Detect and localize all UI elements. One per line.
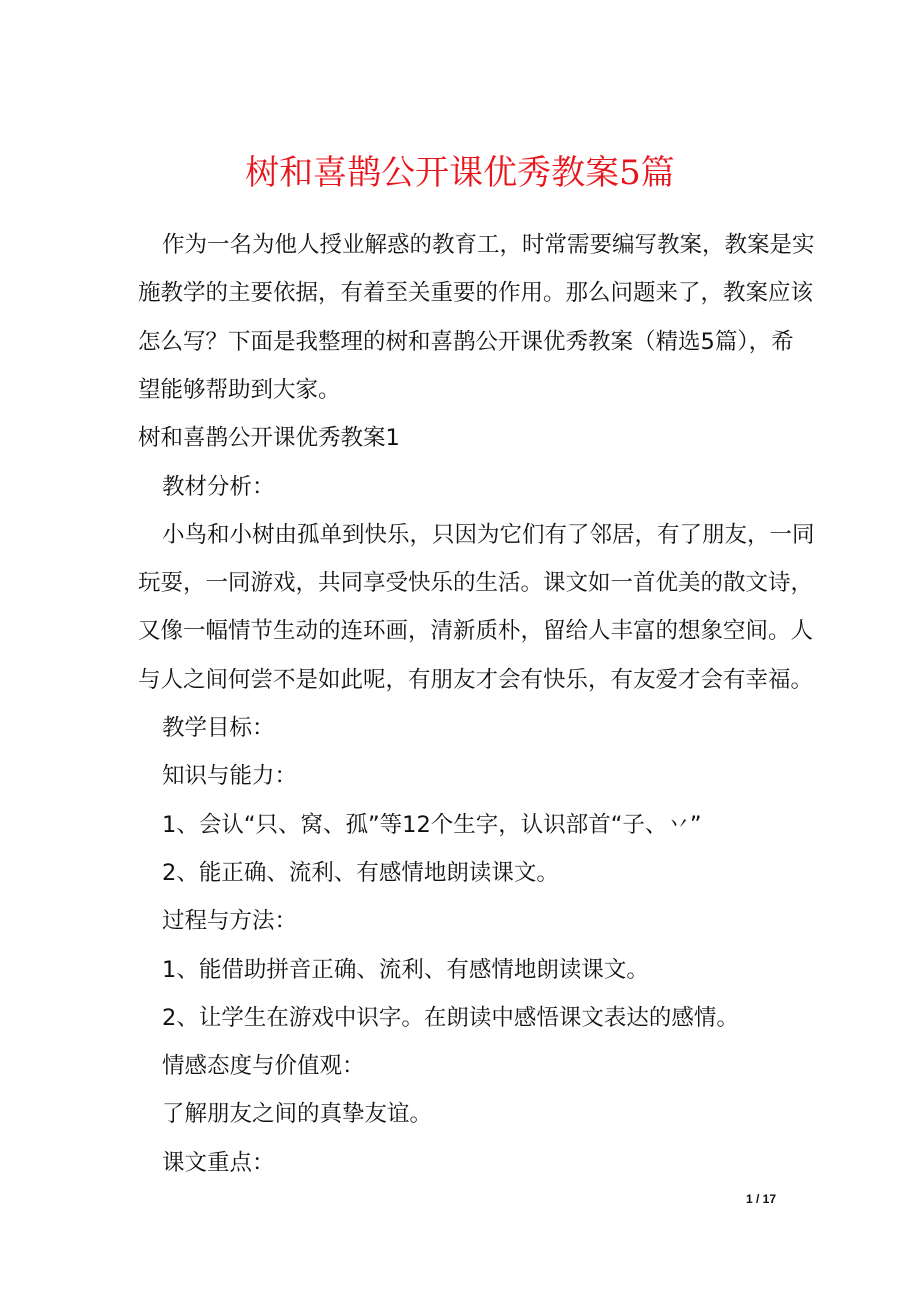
page-indicator: 1 / 17 — [746, 1192, 777, 1206]
text-line: 又像一幅情节生动的连环画，清新质朴，留给人丰富的想象空间。人 — [138, 618, 814, 645]
text-line: 2、让学生在游戏中识字。在朗读中感悟课文表达的感情。 — [162, 1004, 739, 1031]
text-line: 玩耍，一同游戏，共同享受快乐的生活。课文如一首优美的散文诗， — [138, 570, 814, 597]
text-line: 情感态度与价值观： — [162, 1053, 365, 1080]
text-line: 施教学的主要依据，有着至关重要的作用。那么问题来了，教案应该 — [138, 280, 814, 307]
text-line: 与人之间何尝不是如此呢，有朋友才会有快乐，有友爱才会有幸福。 — [138, 666, 814, 693]
text-line: 教材分析： — [162, 473, 275, 500]
text-line: 树和喜鹊公开课优秀教案1 — [138, 425, 400, 452]
text-line: 小鸟和小树由孤单到快乐，只因为它们有了邻居，有了朋友，一同 — [162, 521, 815, 548]
text-line: 1、会认“只、窝、孤”等12个生字，认识部首“子、丷” — [162, 811, 702, 838]
text-line: 1、能借助拼音正确、流利、有感情地朗读课文。 — [162, 956, 649, 983]
text-line: 了解朋友之间的真挚友谊。 — [162, 1101, 433, 1128]
text-line: 2、能正确、流利、有感情地朗读课文。 — [162, 859, 559, 886]
text-line: 课文重点： — [162, 1149, 275, 1176]
document-title: 树和喜鹊公开课优秀教案5篇 — [245, 153, 675, 193]
text-line: 望能够帮助到大家。 — [138, 376, 341, 403]
text-line: 教学目标： — [162, 715, 275, 741]
text-line: 作为一名为他人授业解惑的教育工，时常需要编写教案，教案是实 — [162, 232, 815, 258]
text-line: 知识与能力： — [162, 763, 298, 790]
text-line: 过程与方法： — [162, 908, 298, 935]
text-line: 怎么写？下面是我整理的树和喜鹊公开课优秀教案（精选5篇），希 — [138, 328, 794, 355]
